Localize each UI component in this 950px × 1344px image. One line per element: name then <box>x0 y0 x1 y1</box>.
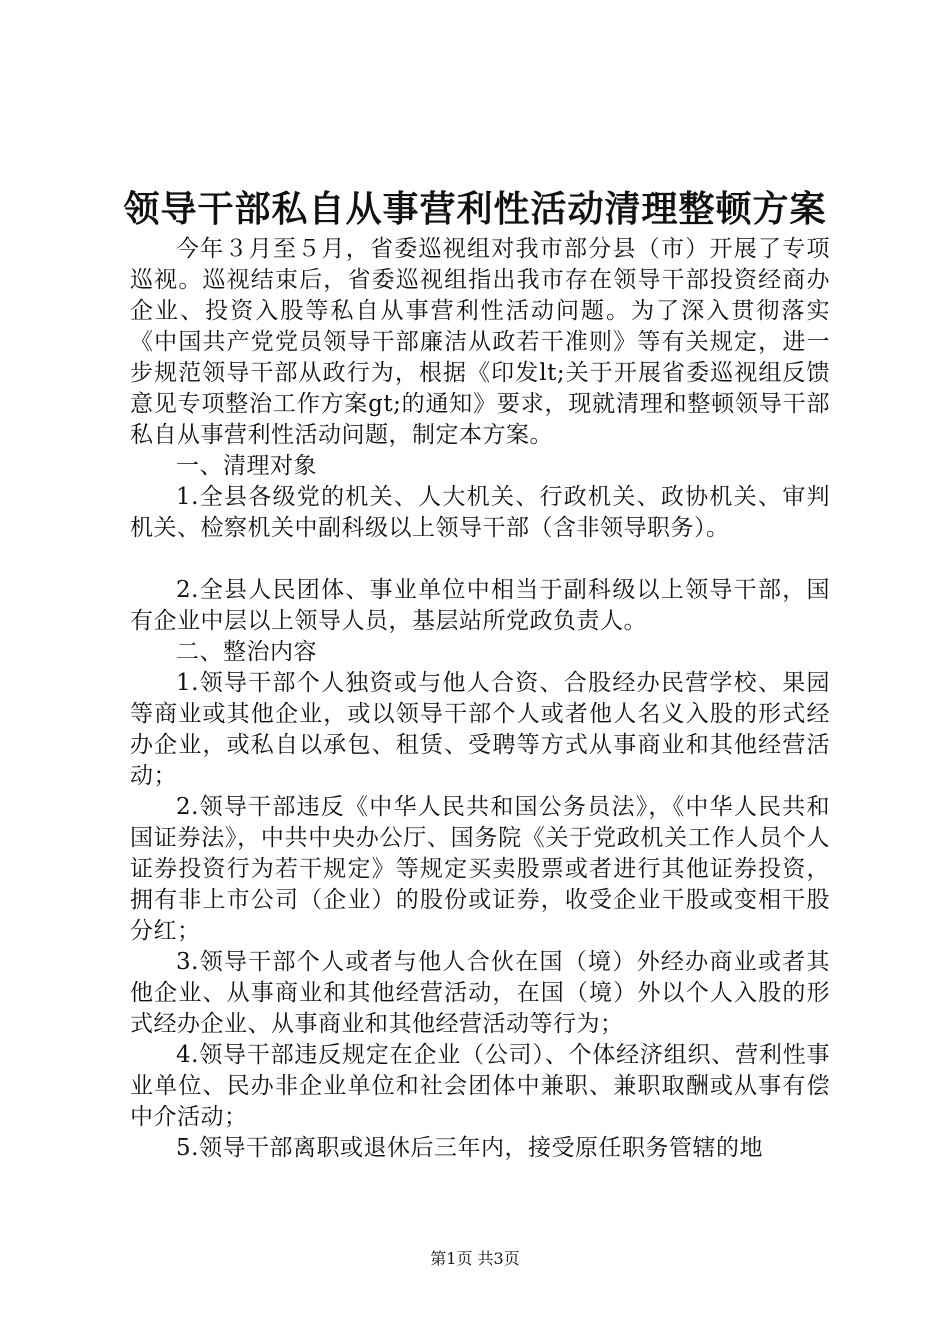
content-item-5: 5.领导干部离职或退休后三年内，接受原任职务管辖的地 <box>176 1135 763 1161</box>
page-footer <box>0 1248 950 1270</box>
page-indicator: 第1页 共3页 <box>430 1249 520 1268</box>
section-heading-targets: 一、清理对象 <box>176 453 317 479</box>
targets-item-2: 2.全县人民团体、事业单位中相当于副科级以上领导干部，国有企业中层以上领导人员，基层站所党政负责人。 <box>130 577 830 634</box>
document-body <box>130 234 830 1164</box>
content-item-1: 1.领导干部个人独资或与他人合资、合股经办民营学校、果园等商业或其他企业，或以领导干部个人或者他人名义入股的形式经办企业，或私自以承包、租赁、受聘等方式从事商业和其他经营活动； <box>130 670 830 789</box>
content-item-4: 4.领导干部违反规定在企业（公司）、个体经济组织、营利性事业单位、民办非企业单位和社会团体中兼职、兼职取酬或从事有偿中介活动； <box>130 1042 830 1130</box>
document-title: 领导干部私自从事营利性活动清理整顿方案 <box>123 188 827 230</box>
intro-paragraph: 今年３月至５月，省委巡视组对我市部分县（市）开展了专项巡视。巡视结束后，省委巡视组指出我市存在领导干部投资经商办企业、投资入股等私自从事营利性活动问题。为了深入贯彻落实《中国共产党党员领导干部廉洁从政若干准则》等有关规定，进一步规范领导干部从政行为，根据《印发lt;关于开展省委巡视组反馈意见专项整治工作方案gt;的通知》要求，现就清理和整顿领导干部私自从事营利性活动问题，制定本方案。 <box>130 236 830 448</box>
section-heading-content: 二、整治内容 <box>176 639 317 665</box>
content-item-3: 3.领导干部个人或者与他人合伙在国（境）外经办商业或者其他企业、从事商业和其他经营活动，在国（境）外以个人入股的形式经办企业、从事商业和其他经营活动等行为； <box>130 949 830 1037</box>
targets-item-1: 1.全县各级党的机关、人大机关、行政机关、政协机关、审判机关、检察机关中副科级以上领导干部（含非领导职务）。 <box>130 484 830 541</box>
content-item-2: 2.领导干部违反《中华人民共和国公务员法》，《中华人民共和国证券法》，中共中央办公厅、国务院《关于党政机关工作人员个人证券投资行为若干规定》等规定买卖股票或者进行其他证券投资，拥有非上市公司（企业）的股份或证券，收受企业干股或变相干股分红； <box>130 794 830 944</box>
